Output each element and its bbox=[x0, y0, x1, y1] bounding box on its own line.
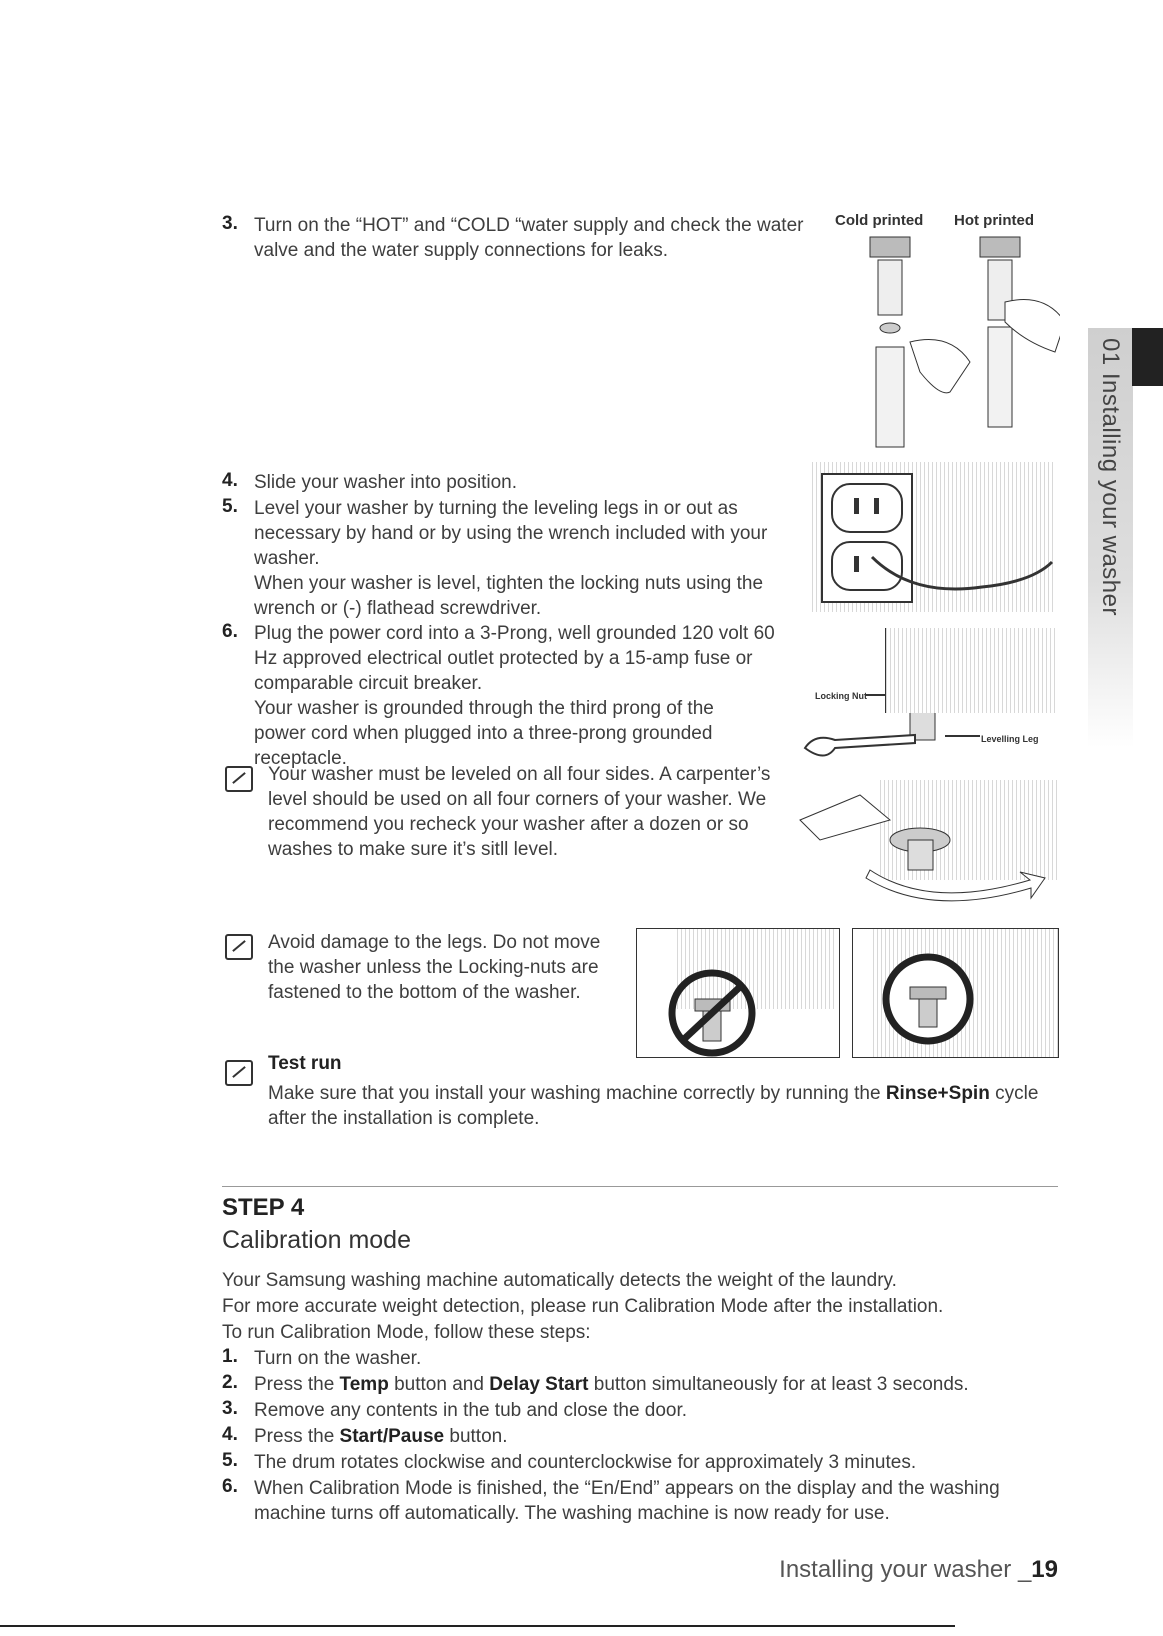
calib-intro-3: To run Calibration Mode, follow these steps: bbox=[222, 1322, 591, 1343]
step-subheading: Calibration mode bbox=[222, 1226, 411, 1254]
calib-step-3-number: 3. bbox=[222, 1398, 238, 1419]
note-icon bbox=[225, 934, 253, 960]
calib-step-2-text: Press the Temp button and Delay Start button simultaneously for at least 3 seconds. bbox=[254, 1374, 969, 1395]
page-number: 19 bbox=[1031, 1556, 1058, 1583]
footer-text: Installing your washer _ bbox=[779, 1556, 1032, 1583]
calib-step-4-text: Press the Start/Pause button. bbox=[254, 1426, 508, 1447]
section-divider bbox=[222, 1186, 1058, 1187]
step-heading: STEP 4 bbox=[222, 1194, 305, 1221]
test-run-text: Make sure that you install your washing machine correctly by running the Rinse+Spin cycle after the installation is complete. bbox=[268, 1083, 1039, 1129]
screwdriver-illustration bbox=[790, 780, 1058, 910]
bottom-rule bbox=[0, 1625, 955, 1627]
note-icon bbox=[225, 1060, 253, 1086]
calib-step-6-text: When Calibration Mode is finished, the “En/End” appears on the display and the washing machine turns off automatically. The washing machine is now ready for use. bbox=[254, 1478, 1000, 1524]
correct-leg-illustration bbox=[852, 928, 1059, 1058]
step-3-number: 3. bbox=[222, 213, 238, 234]
calib-step-1-text: Turn on the washer. bbox=[254, 1348, 422, 1369]
water-tap-illustration bbox=[830, 232, 1060, 457]
step-3-text: Turn on the “HOT” and “COLD “water supply and check the water valve and the water supply connections for leaks. bbox=[254, 215, 804, 261]
locking-nut-label: Locking Nut bbox=[815, 691, 867, 701]
calib-step-3-text: Remove any contents in the tub and close the door. bbox=[254, 1400, 688, 1421]
calib-step-1-number: 1. bbox=[222, 1346, 238, 1367]
step-4-text: Slide your washer into position. bbox=[254, 472, 517, 493]
calib-step-4-number: 4. bbox=[222, 1424, 238, 1445]
step-5-text-2: When your washer is level, tighten the locking nuts using the wrench or (-) flathead screwdriver. bbox=[254, 573, 764, 619]
page-footer bbox=[779, 1556, 1058, 1584]
step-6-text: Plug the power cord into a 3-Prong, well grounded 120 volt 60 Hz approved electrical outlet protected by a 15-amp fuse or comparable circuit breaker. bbox=[254, 623, 775, 694]
calib-step-6-number: 6. bbox=[222, 1476, 238, 1497]
calib-step-2-number: 2. bbox=[222, 1372, 238, 1393]
note-leveling: Your washer must be leveled on all four sides. A carpenter’s level should be used on all four corners of your washer. We recommend you recheck your washer after a dozen or so washes to make sure it’s sitll level. bbox=[268, 764, 771, 860]
test-run-title: Test run bbox=[268, 1053, 342, 1074]
calib-step-5-text: The drum rotates clockwise and counterclockwise for approximately 3 minutes. bbox=[254, 1452, 917, 1473]
calib-step-5-number: 5. bbox=[222, 1450, 238, 1471]
side-tab-label: 01 Installing your washer bbox=[1097, 338, 1124, 616]
leveling-leg-label: Levelling Leg bbox=[981, 734, 1039, 744]
side-tab-marker bbox=[1132, 328, 1163, 386]
section-side-tab bbox=[1088, 328, 1163, 748]
step-6-number: 6. bbox=[222, 621, 238, 642]
hot-label: Hot printed bbox=[954, 212, 1034, 229]
outlet-illustration bbox=[812, 462, 1056, 612]
step-5-text: Level your washer by turning the leveling legs in or out as necessary by hand or by using the wrench included with your washer. bbox=[254, 498, 768, 569]
calib-intro-1: Your Samsung washing machine automatically detects the weight of the laundry. bbox=[222, 1270, 897, 1291]
step-6-text-2: Your washer is grounded through the third prong of the power cord when plugged into a three-prong grounded receptacle. bbox=[254, 698, 714, 769]
cold-label: Cold printed bbox=[835, 212, 924, 229]
calib-intro-2: For more accurate weight detection, please run Calibration Mode after the installation. bbox=[222, 1296, 944, 1317]
note-icon bbox=[225, 766, 253, 792]
incorrect-leg-illustration bbox=[636, 928, 840, 1058]
note-avoid-damage: Avoid damage to the legs. Do not move the washer unless the Locking-nuts are fastened to the bottom of the washer. bbox=[268, 932, 601, 1003]
step-5-number: 5. bbox=[222, 496, 238, 517]
leveling-leg-illustration bbox=[795, 618, 1057, 778]
step-4-number: 4. bbox=[222, 470, 238, 491]
